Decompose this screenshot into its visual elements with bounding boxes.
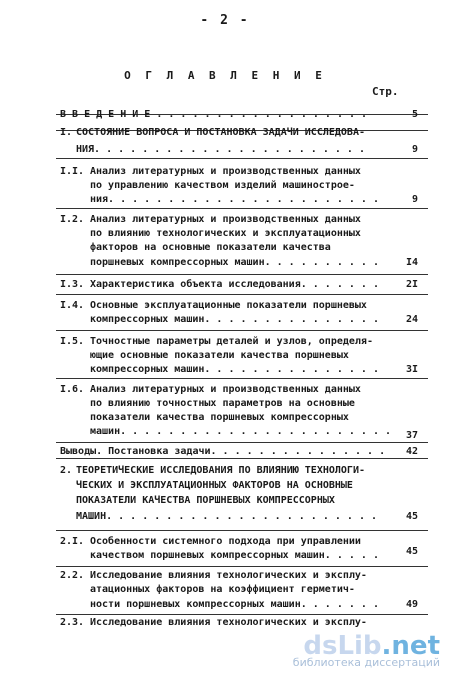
toc-entry-page: 37 xyxy=(405,430,418,441)
toc-entry-line: поршневых компрессорных машин. . . . . . . . . . xyxy=(90,257,379,268)
toc-entry-line: компрессорных машин. . . . . . . . . . . . . . . xyxy=(90,364,379,375)
toc-entry-line: факторов на основные показатели качества xyxy=(90,242,331,253)
page-number: - 2 - xyxy=(200,13,250,28)
toc-entry-page: 2I xyxy=(405,279,418,290)
toc-entry-number: I.5. xyxy=(60,336,85,347)
toc-entry-number: 2.2. xyxy=(60,570,85,581)
toc-entry-page: 49 xyxy=(405,599,418,610)
rule-5 xyxy=(56,294,428,295)
toc-entry-line: ЧЕСКИХ И ЭКСПЛУАТАЦИОННЫХ ФАКТОРОВ НА ОСНОВНЫЕ xyxy=(76,480,353,491)
watermark-logo-main: dsLib xyxy=(303,631,382,661)
toc-entry-page: 5 xyxy=(411,109,418,120)
toc-entry-line: Точностные параметры деталей и узлов, определя- xyxy=(90,336,373,347)
toc-entry-number: I.I. xyxy=(60,166,85,177)
rule-8 xyxy=(56,442,428,443)
toc-entry-line: машин. . . . . . . . . . . . . . . . . . . . . . . xyxy=(90,426,392,437)
toc-entry-page: 3I xyxy=(405,364,418,375)
rule-9 xyxy=(56,458,428,459)
toc-entry-page: 45 xyxy=(405,511,418,522)
toc-entry-number: I.2. xyxy=(60,214,85,225)
rule-12 xyxy=(56,614,428,615)
toc-entry-line: СОСТОЯНИЕ ВОПРОСА И ПОСТАНОВКА ЗАДАЧИ ИССЛЕДОВА- xyxy=(76,127,365,138)
toc-entry-number: I.6. xyxy=(60,384,85,395)
rule-4 xyxy=(56,274,428,275)
toc-entry-line: по влиянию точностных параметров на основные xyxy=(90,398,355,409)
toc-entry-page: I4 xyxy=(405,257,418,268)
rule-10 xyxy=(56,530,428,531)
toc-entry-page: 24 xyxy=(405,314,418,325)
toc-entry-line: Исследование влияния технологических и эксплу- xyxy=(90,570,367,581)
toc-heading: О Г Л А В Л Е Н И Е xyxy=(124,69,326,82)
rule-2 xyxy=(56,158,428,159)
toc-entry-number: I.4. xyxy=(60,300,85,311)
toc-entry-line: Выводы. Постановка задачи. . . . . . . . . . . . . . . xyxy=(60,446,386,457)
toc-entry-line: Анализ литературных и производственных данных xyxy=(90,166,361,177)
toc-entry-line: ния. . . . . . . . . . . . . . . . . . . . . . . xyxy=(90,194,379,205)
watermark-subtitle: библиотека диссертаций xyxy=(292,656,440,669)
toc-entry-line: Исследование влияния технологических и эксплу- xyxy=(90,617,367,628)
toc-entry-number: 2.3. xyxy=(60,617,85,628)
page-column-label: Стр. xyxy=(372,85,399,98)
toc-entry-page: 9 xyxy=(411,194,418,205)
toc-entry-line: показатели качества поршневых компрессорных xyxy=(90,412,349,423)
toc-entry-line: ПОКАЗАТЕЛИ КАЧЕСТВА ПОРШНЕВЫХ КОМПРЕССОРНЫХ xyxy=(76,495,335,506)
toc-entry-number: I. xyxy=(60,127,73,138)
toc-entry-number: I.3. xyxy=(60,279,85,290)
toc-entry-line: по управлению качеством изделий машинострое- xyxy=(90,180,355,191)
toc-entry-number: 2. xyxy=(60,465,73,476)
toc-entry-line: В В Е Д Е Н И Е . . . . . . . . . . . . . . . . . . xyxy=(60,109,368,120)
toc-entry-line: Анализ литературных и производственных данных xyxy=(90,214,361,225)
toc-entry-line: атационных факторов на коэффициент герметич- xyxy=(90,584,355,595)
toc-entry-page: 42 xyxy=(405,446,418,457)
rule-11 xyxy=(56,566,428,567)
toc-entry-line: Характеристика объекта исследования. . . . . . . xyxy=(90,279,379,290)
watermark xyxy=(293,633,440,668)
toc-entry-line: НИЯ. . . . . . . . . . . . . . . . . . . . . . . xyxy=(76,144,365,155)
toc-entry-line: компрессорных машин. . . . . . . . . . . . . . . xyxy=(90,314,379,325)
toc-entry-line: по влиянию технологических и эксплуатационных xyxy=(90,228,361,239)
toc-entry-line: МАШИН. . . . . . . . . . . . . . . . . . . . . . . xyxy=(76,511,378,522)
toc-entry-line: качеством поршневых компрессорных машин. . . . . xyxy=(90,550,379,561)
toc-entry-page: 9 xyxy=(411,144,418,155)
toc-entry-line: Анализ литературных и производственных данных xyxy=(90,384,361,395)
rule-7 xyxy=(56,378,428,379)
toc-entry-line: ности поршневых компрессорных машин. . . . . . . xyxy=(90,599,379,610)
toc-entry-line: Основные эксплуатационные показатели поршневых xyxy=(90,300,367,311)
rule-6 xyxy=(56,330,428,331)
rule-3 xyxy=(56,208,428,209)
toc-entry-number: 2.I. xyxy=(60,536,85,547)
toc-entry-line: ющие основные показатели качества поршневых xyxy=(90,350,349,361)
toc-entry-line: ТЕОРЕТИЧЕСКИЕ ИССЛЕДОВАНИЯ ПО ВЛИЯНИЮ ТЕХНОЛОГИ- xyxy=(76,465,365,476)
watermark-logo-accent: .net xyxy=(381,631,440,661)
toc-entry-line: Особенности системного подхода при управлении xyxy=(90,536,361,547)
toc-entry-page: 45 xyxy=(405,546,418,557)
